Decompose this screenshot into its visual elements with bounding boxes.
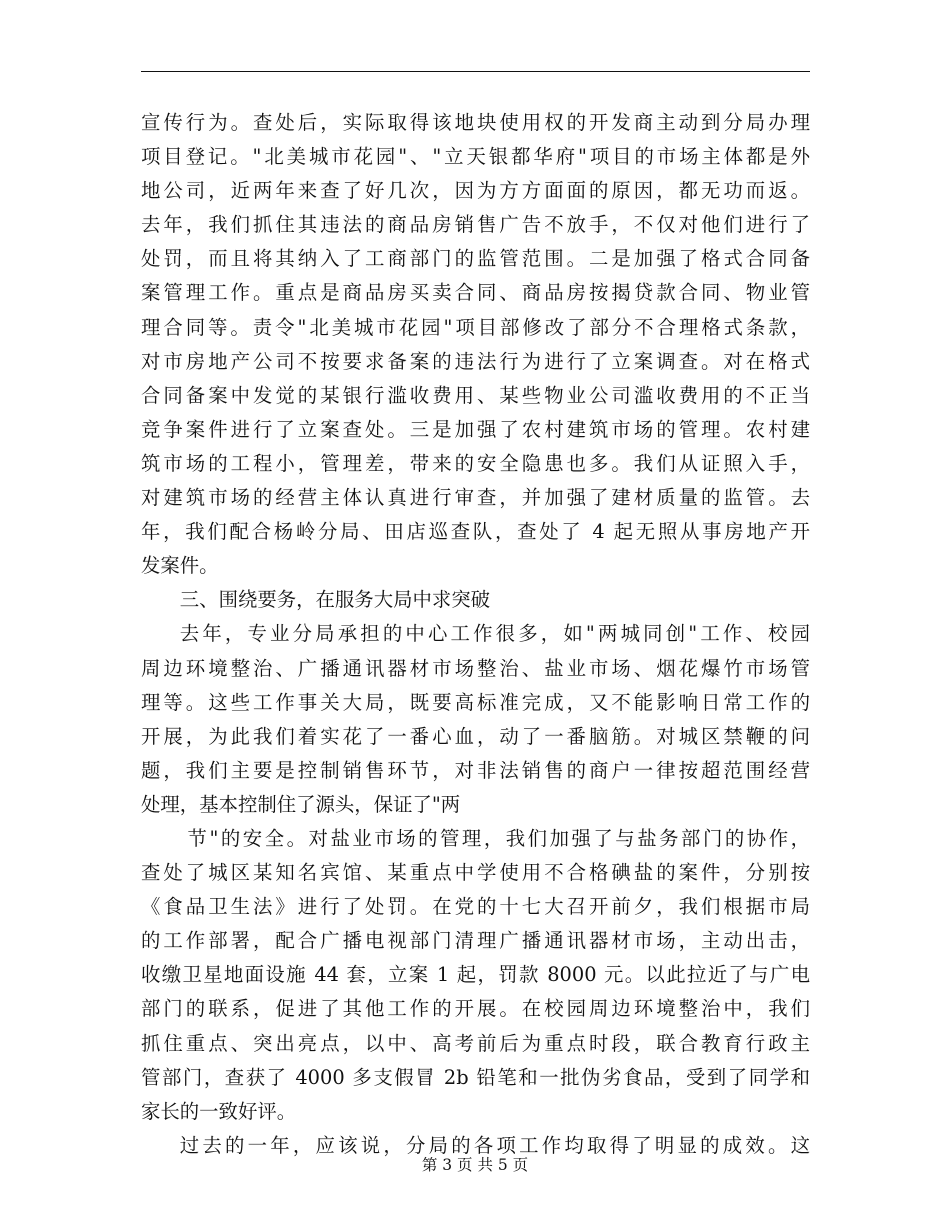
text-line: 周边环境整治、广播通讯器材市场整治、盐业市场、烟花爆竹市场管 — [141, 656, 810, 680]
text-line: 筑市场的工程小，管理差，带来的安全隐患也多。我们从证照入手， — [141, 451, 810, 475]
text-line: 处罚，而且将其纳入了工商部门的监管范围。二是加强了格式合同备 — [141, 247, 810, 271]
header-rule — [141, 71, 810, 72]
text-line: 去年，我们抓住其违法的商品房销售广告不放手，不仅对他们进行了 — [141, 213, 810, 237]
text-line: 年，我们配合杨岭分局、田店巡查队，查处了 4 起无照从事房地产开 — [141, 520, 810, 544]
text-line: 部门的联系，促进了其他工作的开展。在校园周边环境整治中，我们 — [141, 997, 810, 1021]
text-line: 题，我们主要是控制销售环节，对非法销售的商户一律按超范围经营 — [141, 758, 810, 782]
text-line: 《食品卫生法》进行了处罚。在党的十七大召开前夕，我们根据市局 — [141, 895, 810, 919]
text-line: 收缴卫星地面设施 44 套，立案 1 起，罚款 8000 元。以此拉近了与广电 — [141, 963, 810, 987]
text-line: 家长的一致好评。 — [141, 1099, 297, 1123]
text-line: 的工作部署，配合广播电视部门清理广播通讯器材市场，主动出击， — [141, 929, 810, 953]
text-line: 节"的安全。对盐业市场的管理，我们加强了与盐务部门的协作， — [187, 826, 810, 850]
text-line: 地公司，近两年来查了好几次，因为方方面面的原因，都无功而返。 — [141, 179, 810, 203]
text-line: 宣传行为。查处后，实际取得该地块使用权的开发商主动到分局办理 — [141, 111, 810, 134]
text-line: 管部门，查获了 4000 多支假冒 2b 铅笔和一批伪劣食品，受到了同学和 — [141, 1065, 810, 1089]
text-line: 案管理工作。重点是商品房买卖合同、商品房按揭贷款合同、物业管 — [141, 281, 810, 305]
text-line: 合同备案中发觉的某银行滥收费用、某些物业公司滥收费用的不正当 — [141, 383, 810, 407]
text-line: 处理，基本控制住了源头，保证了"两 — [141, 792, 461, 816]
text-line: 过去的一年，应该说，分局的各项工作均取得了明显的成效。这 — [179, 1133, 810, 1157]
text-line: 竞争案件进行了立案查处。三是加强了农村建筑市场的管理。农村建 — [141, 417, 810, 441]
text-line: 发案件。 — [141, 554, 219, 578]
text-line: 对市房地产公司不按要求备案的违法行为进行了立案调查。对在格式 — [141, 349, 810, 373]
text-line: 三、围绕要务，在服务大局中求突破 — [179, 588, 491, 612]
text-line: 项目登记。"北美城市花园"、"立天银都华府"项目的市场主体都是外 — [141, 145, 810, 169]
page-footer: 第 3 页 共 5 页 — [421, 1156, 529, 1174]
text-line: 抓住重点、突出亮点，以中、高考前后为重点时段，联合教育行政主 — [141, 1031, 810, 1055]
text-line: 开展，为此我们着实花了一番心血，动了一番脑筋。对城区禁鞭的问 — [141, 724, 810, 748]
text-line: 查处了城区某知名宾馆、某重点中学使用不合格碘盐的案件，分别按 — [141, 861, 810, 885]
text-line: 理等。这些工作事关大局，既要高标准完成，又不能影响日常工作的 — [141, 690, 810, 714]
text-line: 去年，专业分局承担的中心工作很多，如"两城同创"工作、校园 — [179, 622, 810, 646]
text-line: 理合同等。责令"北美城市花园"项目部修改了部分不合理格式条款， — [141, 315, 810, 339]
text-line: 对建筑市场的经营主体认真进行审查，并加强了建材质量的监管。去 — [141, 486, 810, 510]
document-body — [141, 106, 810, 1163]
